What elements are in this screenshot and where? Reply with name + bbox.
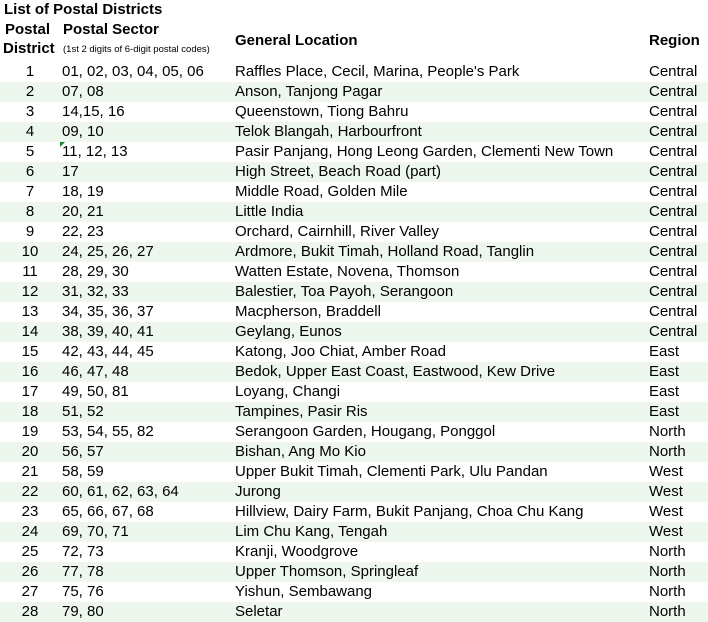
table-row	[0, 482, 708, 502]
location-cell[interactable]: High Street, Beach Road (part)	[235, 163, 441, 180]
region-cell[interactable]: Central	[649, 203, 698, 220]
sector-cell[interactable]: 09, 10	[62, 123, 104, 140]
location-cell[interactable]: Balestier, Toa Payoh, Serangoon	[235, 283, 454, 300]
region-cell[interactable]: Central	[649, 183, 698, 200]
region-cell[interactable]: Central	[649, 123, 698, 140]
table-row	[0, 602, 708, 622]
table-row	[0, 342, 708, 362]
sector-cell[interactable]: 07, 08	[62, 83, 104, 100]
region-cell[interactable]: North	[649, 423, 686, 440]
region-cell[interactable]: West	[649, 463, 683, 480]
sector-cell[interactable]: 14,15, 16	[62, 103, 125, 120]
sector-cell[interactable]: 38, 39, 40, 41	[62, 323, 154, 340]
header-region: Region	[649, 32, 700, 49]
location-cell[interactable]: Seletar	[235, 603, 283, 620]
district-cell[interactable]: 5	[25, 143, 35, 160]
table-row	[0, 402, 708, 422]
sector-cell[interactable]: 65, 66, 67, 68	[62, 503, 154, 520]
district-cell[interactable]: 20	[21, 443, 39, 460]
sector-cell[interactable]: 72, 73	[62, 543, 104, 560]
sector-cell[interactable]: 22, 23	[62, 223, 104, 240]
district-cell[interactable]: 1	[25, 63, 35, 80]
region-cell[interactable]: Central	[649, 63, 698, 80]
region-cell[interactable]: North	[649, 603, 686, 620]
table-row	[0, 282, 708, 302]
region-cell[interactable]: East	[649, 363, 680, 380]
region-cell[interactable]: East	[649, 343, 680, 360]
region-cell[interactable]: Central	[649, 283, 698, 300]
table-row	[0, 422, 708, 442]
region-cell[interactable]: Central	[649, 163, 698, 180]
location-cell[interactable]: Tampines, Pasir Ris	[235, 403, 368, 420]
district-cell[interactable]: 3	[25, 103, 35, 120]
location-cell[interactable]: Hillview, Dairy Farm, Bukit Panjang, Choa Chu Kang	[235, 503, 584, 520]
district-cell[interactable]: 25	[21, 543, 39, 560]
sector-cell[interactable]: 01, 02, 03, 04, 05, 06	[62, 63, 204, 80]
location-cell[interactable]: Upper Thomson, Springleaf	[235, 563, 419, 580]
district-cell[interactable]: 24	[21, 523, 39, 540]
header-sector: Postal Sector	[63, 21, 159, 38]
location-cell[interactable]: Pasir Panjang, Hong Leong Garden, Clementi New Town	[235, 143, 614, 160]
location-cell[interactable]: Telok Blangah, Harbourfront	[235, 123, 422, 140]
comment-indicator-icon[interactable]	[60, 142, 65, 147]
sector-cell[interactable]: 49, 50, 81	[62, 383, 129, 400]
table-row	[0, 302, 708, 322]
sector-cell[interactable]: 46, 47, 48	[62, 363, 129, 380]
district-cell[interactable]: 15	[21, 343, 39, 360]
table-row	[0, 502, 708, 522]
table-row	[0, 202, 708, 222]
district-cell[interactable]: 28	[21, 603, 39, 620]
district-cell[interactable]: 27	[21, 583, 39, 600]
region-cell[interactable]: Central	[649, 83, 698, 100]
district-cell[interactable]: 10	[21, 243, 39, 260]
location-cell[interactable]: Kranji, Woodgrove	[235, 543, 359, 560]
sector-cell[interactable]: 77, 78	[62, 563, 104, 580]
region-cell[interactable]: Central	[649, 223, 698, 240]
sector-cell[interactable]: 17	[62, 163, 79, 180]
table-row	[0, 182, 708, 202]
district-cell[interactable]: 19	[21, 423, 39, 440]
district-cell[interactable]: 14	[21, 323, 39, 340]
location-cell[interactable]: Upper Bukit Timah, Clementi Park, Ulu Pandan	[235, 463, 548, 480]
table-row	[0, 82, 708, 102]
location-cell[interactable]: Watten Estate, Novena, Thomson	[235, 263, 460, 280]
district-cell[interactable]: 6	[25, 163, 35, 180]
table-row	[0, 122, 708, 142]
location-cell[interactable]: Serangoon Garden, Hougang, Ponggol	[235, 423, 496, 440]
sector-cell[interactable]: 53, 54, 55, 82	[62, 423, 154, 440]
sector-cell[interactable]: 20, 21	[62, 203, 104, 220]
sector-cell[interactable]: 75, 76	[62, 583, 104, 600]
district-cell[interactable]: 11	[22, 263, 38, 280]
location-cell[interactable]: Orchard, Cairnhill, River Valley	[235, 223, 439, 240]
region-cell[interactable]: East	[649, 383, 680, 400]
table-row	[0, 562, 708, 582]
location-cell[interactable]: Anson, Tanjong Pagar	[235, 83, 383, 100]
table-row	[0, 542, 708, 562]
region-cell[interactable]: Central	[649, 143, 698, 160]
table-row	[0, 462, 708, 482]
region-cell[interactable]: Central	[649, 103, 698, 120]
district-cell[interactable]: 21	[21, 463, 39, 480]
district-cell[interactable]: 4	[25, 123, 35, 140]
location-cell[interactable]: Lim Chu Kang, Tengah	[235, 523, 388, 540]
location-cell[interactable]: Loyang, Changi	[235, 383, 341, 400]
sheet-title: List of Postal Districts	[4, 1, 163, 18]
table-row	[0, 262, 708, 282]
table-row	[0, 582, 708, 602]
location-cell[interactable]: Bishan, Ang Mo Kio	[235, 443, 366, 460]
header-district-line1: Postal	[5, 21, 51, 38]
table-row	[0, 382, 708, 402]
region-cell[interactable]: Central	[649, 303, 698, 320]
sector-cell[interactable]: 24, 25, 26, 27	[62, 243, 154, 260]
region-cell[interactable]: West	[649, 483, 683, 500]
sector-cell[interactable]: 51, 52	[62, 403, 104, 420]
location-cell[interactable]: Queenstown, Tiong Bahru	[235, 103, 409, 120]
table-row	[0, 62, 708, 82]
region-cell[interactable]: Central	[649, 263, 698, 280]
district-cell[interactable]: 8	[25, 203, 35, 220]
district-cell[interactable]: 9	[25, 223, 35, 240]
sector-cell[interactable]: 18, 19	[62, 183, 104, 200]
header-district-line2: District	[3, 40, 55, 57]
region-cell[interactable]: West	[649, 523, 683, 540]
location-cell[interactable]: Ardmore, Bukit Timah, Holland Road, Tanglin	[235, 243, 535, 260]
table-row	[0, 142, 708, 162]
table-row	[0, 162, 708, 182]
table-row	[0, 322, 708, 342]
district-cell[interactable]: 16	[21, 363, 39, 380]
sector-cell[interactable]: 60, 61, 62, 63, 64	[62, 483, 179, 500]
location-cell[interactable]: Raffles Place, Cecil, Marina, People's Park	[235, 63, 520, 80]
region-cell[interactable]: Central	[649, 243, 698, 260]
sector-cell[interactable]: 79, 80	[62, 603, 104, 620]
region-cell[interactable]: East	[649, 403, 680, 420]
location-cell[interactable]: Geylang, Eunos	[235, 323, 342, 340]
district-cell[interactable]: 2	[25, 83, 35, 100]
sector-cell[interactable]: 69, 70, 71	[62, 523, 129, 540]
location-cell[interactable]: Bedok, Upper East Coast, Eastwood, Kew Drive	[235, 363, 556, 380]
region-cell[interactable]: North	[649, 443, 686, 460]
district-cell[interactable]: 23	[21, 503, 39, 520]
sector-cell[interactable]: 34, 35, 36, 37	[62, 303, 154, 320]
district-cell[interactable]: 22	[21, 483, 39, 500]
district-cell[interactable]: 12	[21, 283, 39, 300]
district-cell[interactable]: 7	[25, 183, 35, 200]
district-cell[interactable]: 18	[21, 403, 39, 420]
location-cell[interactable]: Yishun, Sembawang	[235, 583, 373, 600]
table-row	[0, 222, 708, 242]
location-cell[interactable]: Katong, Joo Chiat, Amber Road	[235, 343, 446, 360]
region-cell[interactable]: North	[649, 543, 686, 560]
table-row	[0, 522, 708, 542]
location-cell[interactable]: Middle Road, Golden Mile	[235, 183, 408, 200]
location-cell[interactable]: Jurong	[235, 483, 281, 500]
table-row	[0, 242, 708, 262]
district-cell[interactable]: 13	[21, 303, 39, 320]
header-sector-note: (1st 2 digits of 6-digit postal codes)	[63, 44, 210, 55]
sector-cell[interactable]: 31, 32, 33	[62, 283, 129, 300]
table-row	[0, 102, 708, 122]
location-cell[interactable]: Little India	[235, 203, 304, 220]
region-cell[interactable]: North	[649, 563, 686, 580]
region-cell[interactable]: North	[649, 583, 686, 600]
header-location: General Location	[235, 32, 358, 49]
district-cell[interactable]: 17	[21, 383, 39, 400]
region-cell[interactable]: Central	[649, 323, 698, 340]
sector-cell[interactable]: 56, 57	[62, 443, 104, 460]
table-row	[0, 362, 708, 382]
district-cell[interactable]: 26	[21, 563, 39, 580]
location-cell[interactable]: Macpherson, Braddell	[235, 303, 381, 320]
sector-cell[interactable]: 42, 43, 44, 45	[62, 343, 154, 360]
table-row	[0, 442, 708, 462]
sector-cell[interactable]: 28, 29, 30	[62, 263, 129, 280]
sector-cell[interactable]: 11, 12, 13	[62, 143, 128, 160]
sector-cell[interactable]: 58, 59	[62, 463, 104, 480]
region-cell[interactable]: West	[649, 503, 683, 520]
